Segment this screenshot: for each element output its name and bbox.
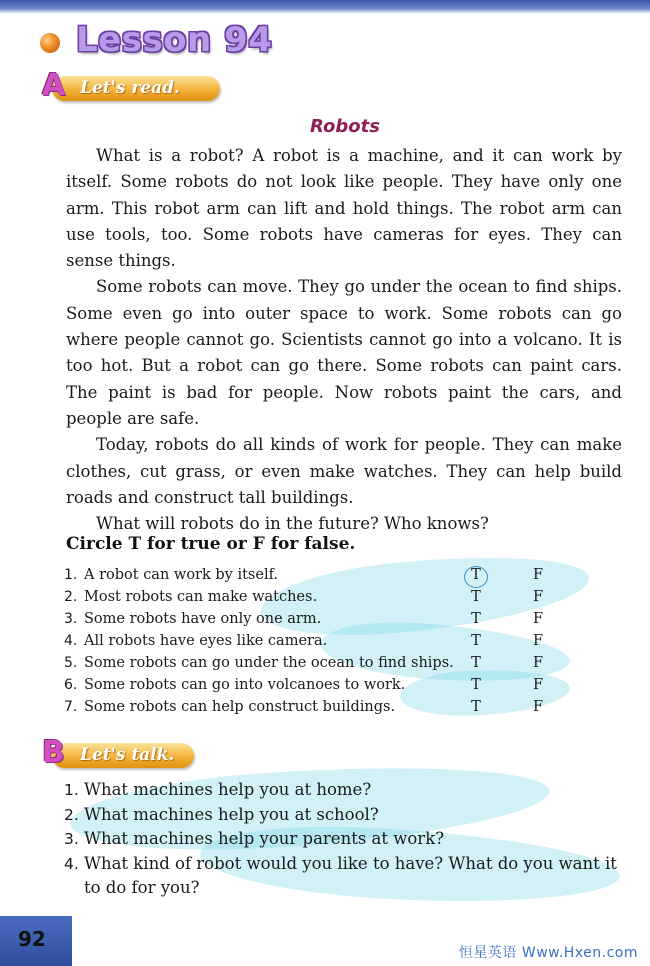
- section-a-letter: A: [42, 68, 66, 103]
- tf-item: [64, 589, 564, 611]
- false-option[interactable]: F: [532, 699, 544, 715]
- question-number: 4.: [64, 854, 79, 873]
- item-statement: Most robots can make watches.: [84, 589, 318, 605]
- section-b-label: Let's talk.: [80, 745, 175, 765]
- false-option[interactable]: F: [532, 611, 544, 627]
- question-number: 1.: [64, 781, 79, 799]
- item-number: 1.: [64, 567, 78, 583]
- question-text: What machines help your parents at work?: [84, 829, 445, 848]
- page-number: 92: [18, 927, 46, 951]
- lesson-title: Lesson 94: [76, 20, 273, 60]
- true-option[interactable]: T: [469, 567, 483, 583]
- section-a-label: Let's read.: [80, 78, 180, 98]
- section-a-banner: [52, 76, 220, 101]
- item-number: 3.: [64, 611, 78, 627]
- orange-bullet-icon: [40, 33, 60, 53]
- item-statement: Some robots can go into volcanoes to work.: [84, 677, 406, 693]
- section-b-letter: B: [42, 735, 65, 770]
- false-option[interactable]: F: [532, 567, 544, 583]
- top-color-band: [0, 0, 650, 14]
- item-statement: Some robots have only one arm.: [84, 611, 322, 627]
- question-item: [64, 803, 624, 828]
- true-option[interactable]: T: [471, 589, 481, 605]
- true-option[interactable]: T: [471, 611, 481, 627]
- question-item: [64, 852, 624, 901]
- reading-passage: [66, 143, 622, 537]
- question-item: [64, 778, 624, 803]
- item-number: 4.: [64, 633, 78, 649]
- passage-paragraph: Some robots can move. They go under the ocean to find ships. Some even go into outer space to work. Some robots can go where people cannot go. Scientists cannot go into a volcano. It is too hot. But a robot can go there. Some robots can paint cars. The paint is bad for people. Now robots paint the cars, and people are safe.: [66, 277, 622, 428]
- true-false-list: [64, 567, 564, 721]
- false-option[interactable]: F: [532, 589, 544, 605]
- tf-item: [64, 655, 564, 677]
- question-text: What machines help you at school?: [84, 804, 379, 824]
- true-option[interactable]: T: [471, 633, 481, 649]
- question-number: 3.: [64, 830, 79, 848]
- false-option[interactable]: F: [532, 677, 544, 693]
- item-statement: Some robots can go under the ocean to find ships.: [84, 655, 454, 671]
- item-number: 2.: [64, 589, 78, 605]
- true-option[interactable]: T: [471, 677, 481, 693]
- item-statement: All robots have eyes like camera.: [84, 633, 328, 649]
- tf-item: [64, 677, 564, 699]
- exercise-instruction: Circle T for true or F for false.: [66, 534, 356, 554]
- story-title: Robots: [310, 116, 380, 137]
- question-text: What kind of robot would you like to have? What do you want it to do for you?: [84, 853, 617, 897]
- passage-paragraph: Today, robots do all kinds of work for people. They can make clothes, cut grass, or even make watches. They can help build roads and construct tall buildings.: [66, 435, 622, 507]
- false-option[interactable]: F: [532, 633, 544, 649]
- true-option[interactable]: T: [471, 655, 481, 671]
- false-option[interactable]: F: [532, 655, 544, 671]
- item-statement: A robot can work by itself.: [84, 567, 279, 583]
- page-number-box: [0, 916, 72, 966]
- tf-item: [64, 611, 564, 633]
- item-number: 5.: [64, 655, 78, 671]
- item-statement: Some robots can help construct buildings.: [84, 699, 396, 715]
- tf-item: [64, 567, 564, 589]
- question-text: What machines help you at home?: [84, 780, 372, 799]
- item-number: 7.: [64, 699, 78, 715]
- question-number: 2.: [64, 805, 79, 824]
- question-item: [64, 827, 624, 852]
- discussion-questions: [64, 778, 624, 901]
- tf-item: [64, 699, 564, 721]
- section-b-banner: [52, 743, 194, 768]
- passage-paragraph: What is a robot? A robot is a machine, and it can work by itself. Some robots do not look like people. They have only one arm. This robot arm can lift and hold things. The robot arm can use tools, too. Some robots have cameras for eyes. They can sense things.: [66, 146, 622, 271]
- true-option[interactable]: T: [471, 699, 481, 715]
- passage-paragraph: What will robots do in the future? Who knows?: [96, 514, 489, 534]
- item-number: 6.: [64, 677, 78, 693]
- site-watermark: 恒星英语 Www.Hxen.com: [458, 945, 638, 961]
- tf-item: [64, 633, 564, 655]
